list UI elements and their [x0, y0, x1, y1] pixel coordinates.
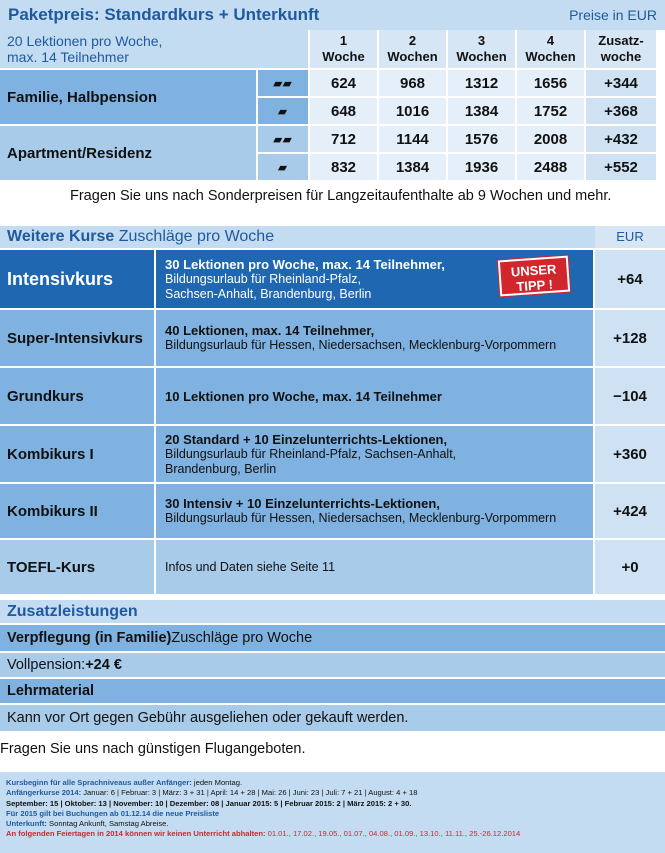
price-cell: 832: [310, 154, 379, 182]
course-name: TOEFL-Kurs: [0, 540, 156, 596]
course-description: 40 Lektionen, max. 14 Teilnehmer, Bildungsurlaub für Hessen, Niedersachsen, Mecklenburg-Vorpommern: [156, 310, 595, 368]
course-row: [0, 426, 665, 484]
price-cell: 2008: [517, 126, 586, 154]
flight-note: Fragen Sie uns nach günstigen Flugangeboten.: [0, 741, 306, 757]
course-intro: [0, 30, 310, 70]
course-row: [0, 310, 665, 368]
recommendation-badge: UNSER TIPP !: [498, 256, 570, 297]
courses-header: [0, 226, 665, 248]
footer-line: September: 15 | Oktober: 13 | November: 10 | Dezember: 08 | Januar 2015: 5 | Februar 2015: 2 | März 2015: 2 + 30.: [6, 798, 412, 808]
material-header: Lehrmaterial: [0, 679, 665, 705]
col-header-4: 4 Wochen: [517, 30, 586, 70]
course-row: [0, 250, 665, 310]
course-row: [0, 484, 665, 540]
catering-header: Verpflegung (in Familie) Zuschläge pro Woche: [0, 625, 665, 653]
price-cell: 624: [310, 70, 379, 98]
footer-line: Kursbeginn für alle Sprachniveaus außer Anfänger: jeden Montag.: [6, 778, 243, 787]
price-cell: 1312: [448, 70, 517, 98]
intro-line: 20 Lektionen pro Woche,: [7, 33, 163, 49]
single-room-icon: ▰: [258, 98, 310, 126]
price-cell: 968: [379, 70, 448, 98]
double-room-icon: ▰▰: [258, 70, 310, 98]
course-row: [0, 368, 665, 426]
price-cell: 1144: [379, 126, 448, 154]
footer-info: [0, 772, 665, 853]
courses-title: Weitere Kurse Zuschläge pro Woche: [7, 228, 275, 245]
footer-line: Anfängerkurse 2014: Januar: 6 | Februar: 3 | März: 3 + 31 | April: 14 + 28 | Mai: 26 | Juni: 23 | Juli: 7 + 21 | August: 4 + 18: [6, 788, 418, 798]
course-name: Kombikurs I: [0, 426, 156, 484]
table-header-row: [0, 30, 665, 70]
course-row: [0, 540, 665, 596]
package-title: Paketpreis: Standardkurs + Unterkunft: [8, 5, 320, 24]
course-name: Intensivkurs: [0, 250, 156, 310]
col-header-1: 1 Woche: [310, 30, 379, 70]
course-price: −104: [595, 368, 665, 426]
course-price: +64: [595, 250, 665, 310]
price-cell: +552: [586, 154, 656, 182]
price-cell: 1384: [448, 98, 517, 126]
price-cell: +368: [586, 98, 656, 126]
course-description: 30 Intensiv + 10 Einzelunterrichts-Lektionen, Bildungsurlaub für Hessen, Niedersachsen, Mecklenburg-Vorpommern: [156, 484, 595, 540]
double-room-icon: ▰▰: [258, 126, 310, 154]
course-name: Kombikurs II: [0, 484, 156, 540]
course-description: 20 Standard + 10 Einzelunterrichts-Lektionen, Bildungsurlaub für Rheinland-Pfalz, Sachsen-Anhalt, Brandenburg, Berlin: [156, 426, 595, 484]
single-room-icon: ▰: [258, 154, 310, 182]
long-stay-note: Fragen Sie uns nach Sonderpreisen für Langzeitaufenthalte ab 9 Wochen und mehr.: [70, 188, 612, 204]
price-cell: 1752: [517, 98, 586, 126]
price-cell: +344: [586, 70, 656, 98]
col-header-2: 2 Wochen: [379, 30, 448, 70]
footer-line: Unterkunft: Sonntag Ankunft, Samstag Abreise.: [6, 819, 169, 829]
price-cell: 1384: [379, 154, 448, 182]
course-description: 30 Lektionen pro Woche, max. 14 Teilnehmer, Bildungsurlaub für Rheinland-Pfalz, Sachsen-Anhalt, Brandenburg, Berlin UNSER TIPP !: [156, 250, 595, 310]
price-cell: 712: [310, 126, 379, 154]
col-header-3: 3 Wochen: [448, 30, 517, 70]
price-cell: 648: [310, 98, 379, 126]
course-name: Super-Intensivkurs: [0, 310, 156, 368]
course-price: +0: [595, 540, 665, 596]
price-cell: 1016: [379, 98, 448, 126]
course-description: 10 Lektionen pro Woche, max. 14 Teilnehmer: [156, 368, 595, 426]
material-text: Kann vor Ort gegen Gebühr ausgeliehen oder gekauft werden.: [0, 705, 665, 733]
price-cell: +432: [586, 126, 656, 154]
footer-line: An folgenden Feiertagen in 2014 können wir keinen Unterricht abhalten: 01.01., 17.02., 19.05., 01.07., 04.08., 01.09., 13.10., 11.11., 25.-26.12.2014: [6, 829, 521, 839]
price-cell: 1936: [448, 154, 517, 182]
col-header-extra-week: Zusatz- woche: [586, 30, 656, 70]
price-cell: 1576: [448, 126, 517, 154]
full-board-row: Vollpension: +24 €: [0, 653, 665, 679]
group-apartment-residence: Apartment/Residenz: [0, 126, 258, 182]
price-cell: 2488: [517, 154, 586, 182]
footer-line: Für 2015 gilt bei Buchungen ab 01.12.14 die neue Preisliste: [6, 808, 220, 818]
group-family-half-board: Familie, Halbpension: [0, 70, 258, 126]
extras-title: Zusatzleistungen: [0, 600, 665, 625]
course-price: +360: [595, 426, 665, 484]
course-name: Grundkurs: [0, 368, 156, 426]
course-description: Infos und Daten siehe Seite 11: [156, 540, 595, 596]
course-price: +128: [595, 310, 665, 368]
course-price: +424: [595, 484, 665, 540]
package-header: [0, 0, 665, 30]
prices-label: Preise in EUR: [569, 7, 657, 23]
currency-label: EUR: [595, 226, 665, 248]
intro-line: max. 14 Teilnehmer: [7, 49, 129, 65]
price-cell: 1656: [517, 70, 586, 98]
